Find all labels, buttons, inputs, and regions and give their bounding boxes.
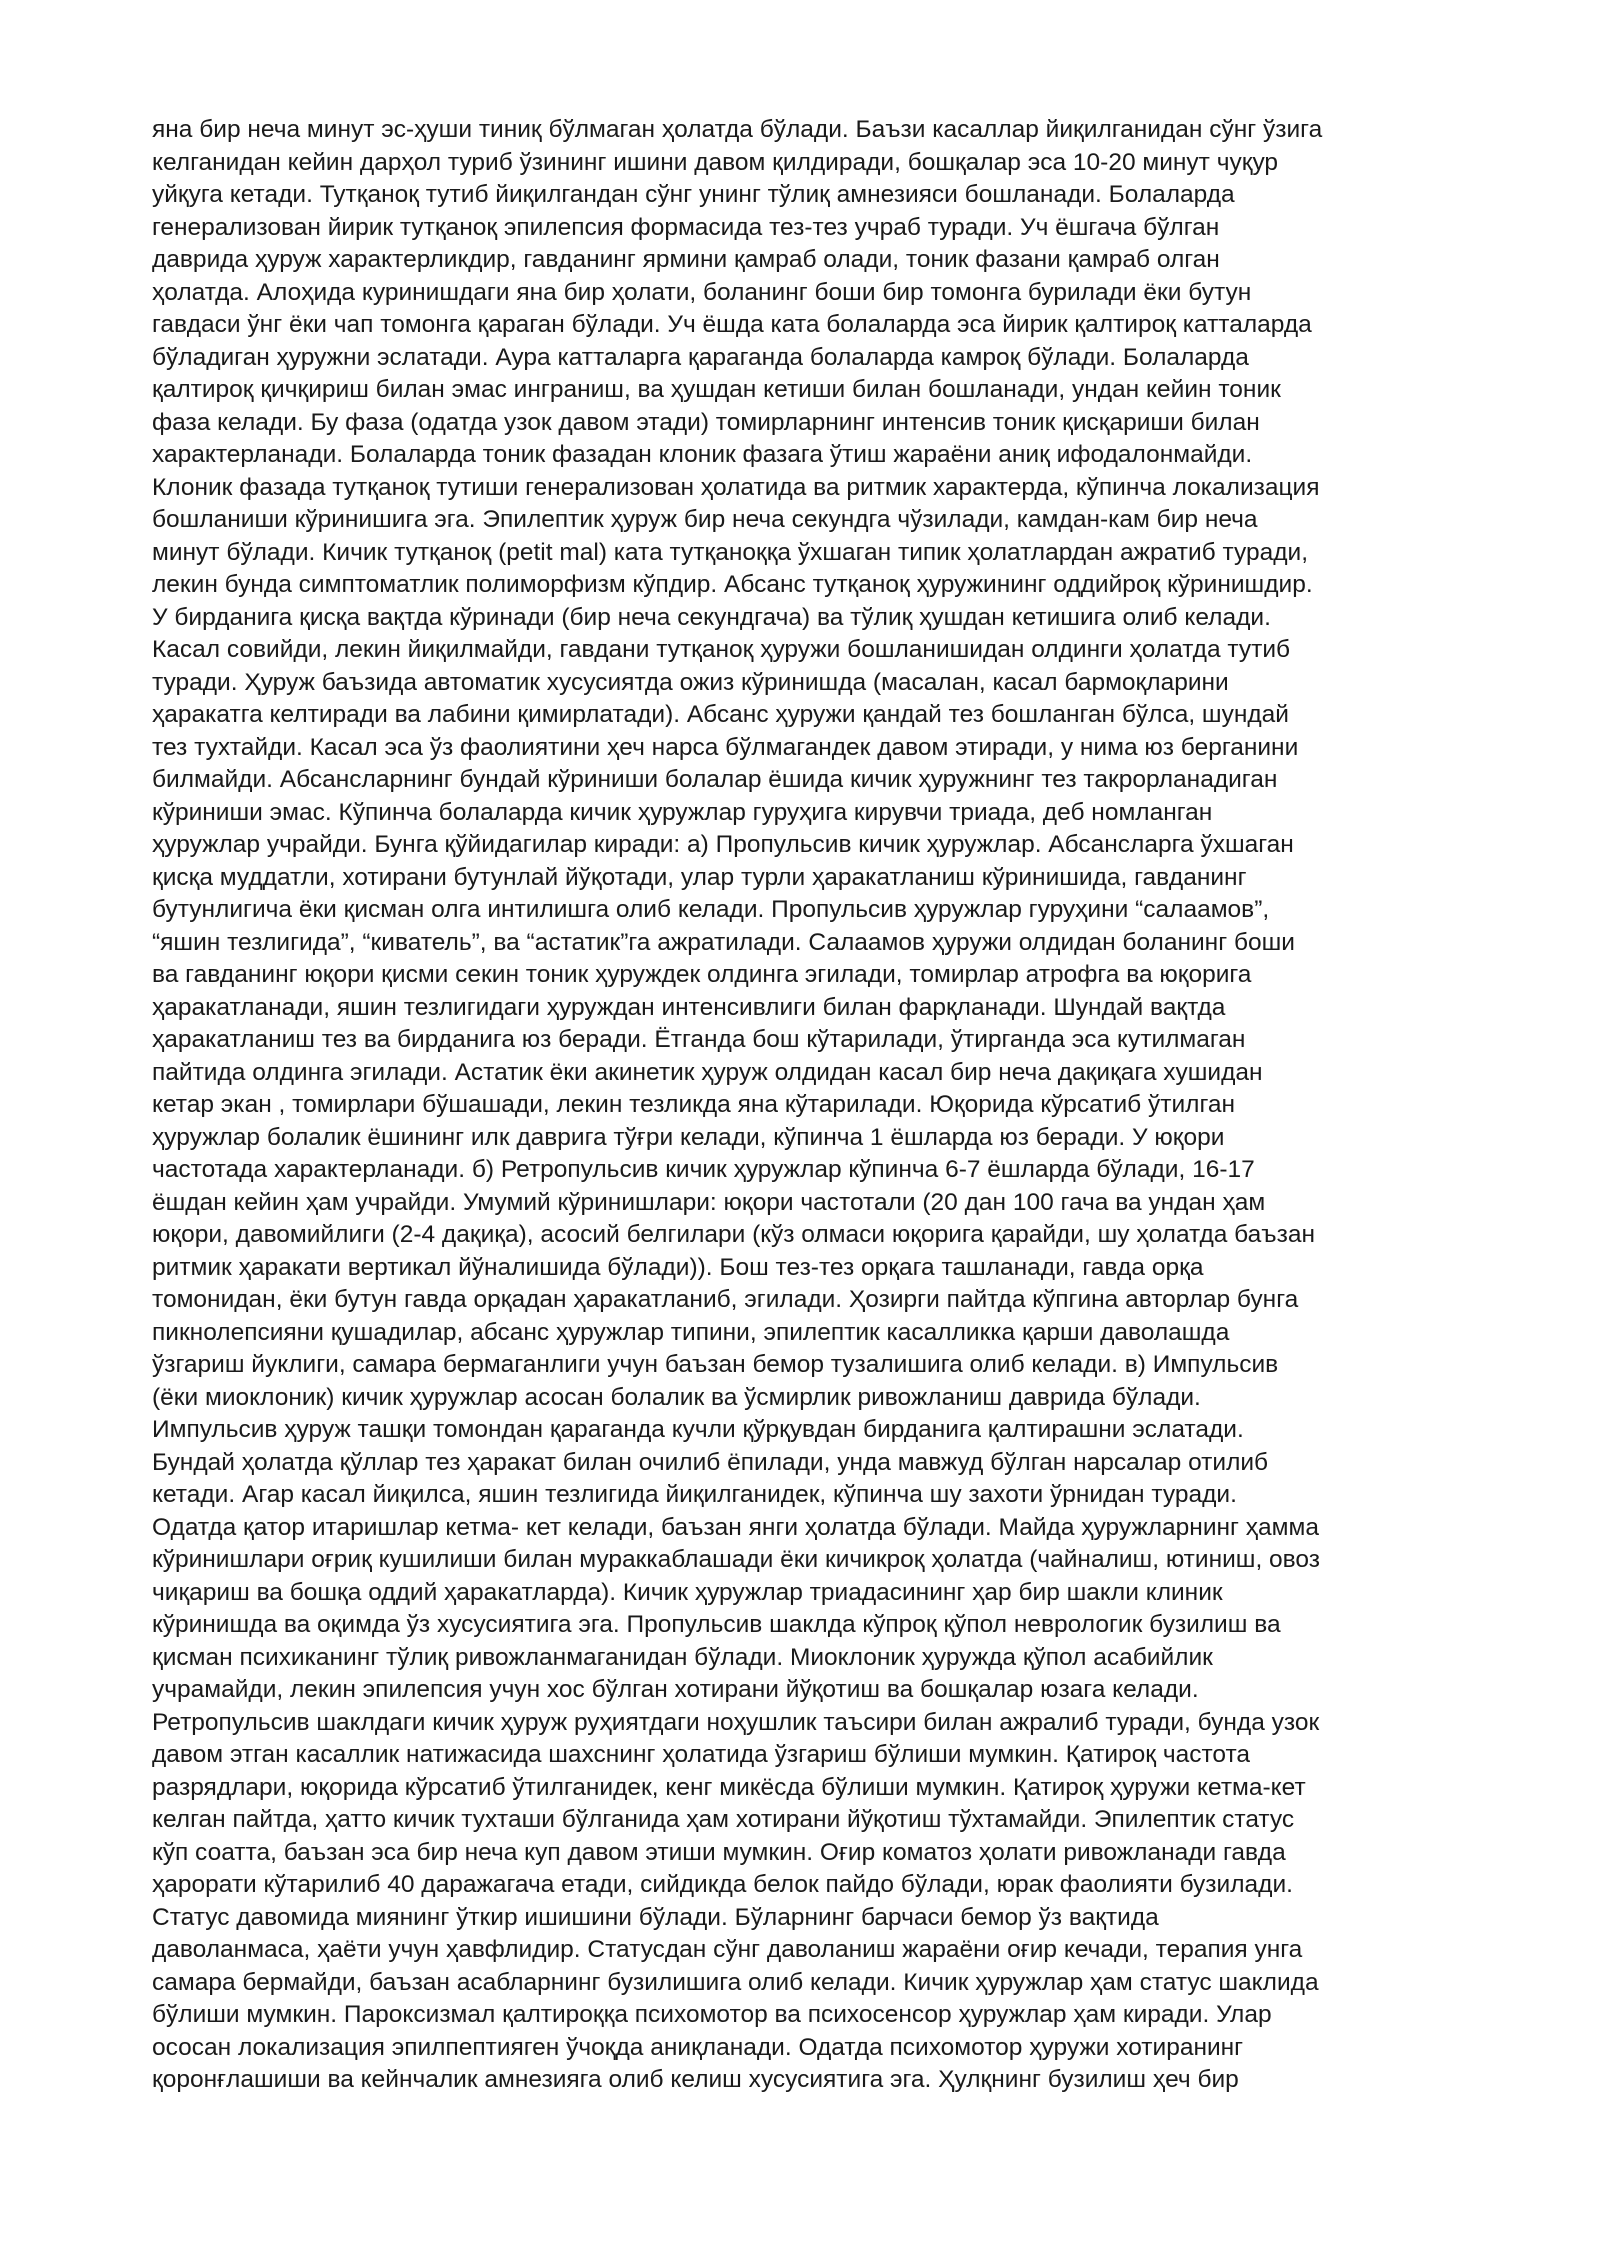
body-text: яна бир неча минут эс-ҳуши тиниқ бўлмаган ҳолатда бўлади. Баъзи касаллар йиқилганидан сўнг ўзига келганидан кейин дарҳол туриб ўзининг ишини давом қилдиради, бошқалар эса 10-20 минут чуқур уйқуга кетади. Тутқаноқ тутиб йиқилгандан сўнг унинг тўлиқ амнезияси бошланади. Болаларда генерализован йирик тутқаноқ эпилепсия формасида тез-тез учраб туради. Уч ёшгача бўлган даврида ҳуруж характерликдир, гавданинг ярмини қамраб олади, тоник фазани қамраб олган ҳолатда. Алоҳида куринишдаги яна бир ҳолати, боланинг боши бир томонга бурилади ёки бутун гавдаси ўнг ёки чап томонга қараган бўлади. Уч ёшда ката болаларда эса йирик қалтироқ катталарда бўладиган ҳуружни эслатади. Аура катталарга қараганда болаларда камроқ бўлади. Болаларда қалтироқ қичқириш билан эмас инграниш, ва ҳушдан кетиши билан бошланади, ундан кейин тоник фаза келади. Бу фаза (одатда узок давом этади) томирларнинг интенсив тоник қисқариши билан характерланади. Болаларда тоник фазадан клоник фазага ўтиш жараёни аниқ ифодалонмайди. Клоник фазада тутқаноқ тутиши генерализован ҳолатида ва ритмик характерда, кўпинча локализация бошланиши кўринишига эга. Эпилептик ҳуруж бир неча секундга чўзилади, камдан-кам бир неча минут бўлади. Кичик тутқаноқ (petit mal) ката тутқаноққа ўхшаган типик ҳолатлардан ажратиб туради, лекин бунда симптоматлик полиморфизм кўпдир. Абсанс тутқаноқ ҳуружининг оддийроқ кўринишдир. У бирданига қисқа вақтда кўринади (бир неча секундгача) ва тўлиқ ҳушдан кетишига олиб келади. Касал совийди, лекин йиқилмайди, гавдани тутқаноқ ҳуружи бошланишидан олдинги ҳолатда тутиб туради. Ҳуруж баъзида автоматик хусусиятда ожиз кўринишда (масалан, касал бармоқларини ҳаракатга келтиради ва лабини қимирлатади). Абсанс ҳуружи қандай тез бошланган бўлса, шундай тез тухтайди. Касал эса ўз фаолиятини ҳеч нарса бўлмагандек давом этиради, у нима юз берганини билмайди. Абсансларнинг бундай кўриниши болалар ёшида кичик ҳуружнинг тез такрорланадиган кўриниши эмас. Кўпинча болаларда кичик ҳуружлар гуруҳига кирувчи триада, деб номланган ҳуружлар учрайди. Бунга қўйидагилар киради: а) Пропульсив кичик ҳуружлар. Абсансларга ўхшаган қисқа муддатли, хотирани бутунлай йўқотади, улар турли ҳаракатланиш кўринишида, гавданинг бутунлигича ёки қисман олга интилишга олиб келади. Пропульсив ҳуружлар гуруҳини “салаамов”, “яшин тезлигида”, “киватель”, ва “астатик”га ажратилади. Салаамов ҳуружи олдидан боланинг боши ва гавданинг юқори қисми секин тоник ҳуруждек олдинга эгилади, томирлар атрофга ва юқорига ҳаракатланади, яшин тезлигидаги ҳуруждан интенсивлиги билан фарқланади. Шундай вақтда ҳаракатланиш тез ва бирданига юз беради. Ётганда бош кўтарилади, ўтирганда эса кутилмаган пайтида олдинга эгилади. Астатик ёки акинетик ҳуруж олдидан касал бир неча дақиқага хушидан кетар экан , томирлари бўшашади, лекин тезликда яна кўтарилади. Юқорида кўрсатиб ўтилган ҳуружлар болалик ёшининг илк даврига тўғри келади, кўпинча 1 ёшларда юз беради. У юқори частотада характерланади. б) Ретропульсив кичик ҳуружлар кўпинча 6-7 ёшларда бўлади, 16-17 ёшдан кейин ҳам учрайди. Умумий кўринишлари: юқори частотали (20 дан 100 гача ва ундан ҳам юқори, давомийлиги (2-4 дақиқа), асосий белгилари (кўз олмаси юқорига қарайди, шу ҳолатда баъзан ритмик ҳаракати вертикал йўналишида бўлади)). Бош тез-тез орқага ташланади, гавда орқа томонидан, ёки бутун гавда орқадан ҳаракатланиб, эгилади. Ҳозирги пайтда кўпгина авторлар бунга пикнолепсияни қушадилар, абсанс ҳуружлар типини, эпилептик касалликка қарши даволашда ўзгариш йуклиги, самара бермаганлиги учун баъзан бемор тузалишига олиб келади. в) Импульсив (ёки миоклоник) кичик ҳуружлар асосан болалик ва ўсмирлик ривожланиш даврида бўлади. Импульсив ҳуруж ташқи томондан қараганда кучли қўрқувдан бирданига қалтирашни эслатади. Бундай ҳолатда қўллар тез ҳаракат билан очилиб ёпилади, унда мавжуд бўлган нарсалар отилиб кетади. Агар касал йиқилса, яшин тезлигида йиқилганидек, кўпинча шу захоти ўрнидан туради. Одатда қатор итаришлар кетма- кет келади, баъзан янги ҳолатда бўлади. Майда ҳуружларнинг ҳамма кўринишлари оғриқ кушилиши билан мураккаблашади ёки кичикроқ ҳолатда (чайналиш, ютиниш, овоз чиқариш ва бошқа оддий ҳаракатларда). Кичик ҳуружлар триадасининг ҳар бир шакли клиник кўринишда ва оқимда ўз хусусиятига эга. Пропульсив шаклда кўпроқ қўпол неврологик бузилиш ва қисман психиканинг тўлиқ ривожланмаганидан бўлади. Миоклоник ҳуружда қўпол асабийлик учрамайди, лекин эпилепсия учун хос бўлган хотирани йўқотиш ва бошқалар юзага келади. Ретропульсив шаклдаги кичик ҳуруж руҳиятдаги ноҳушлик таъсири билан ажралиб туради, бунда узок давом этган касаллик натижасида шахснинг ҳолатида ўзгариш бўлиши мумкин. Қатироқ частота разрядлари, юқорида кўрсатиб ўтилганидек, кенг микёсда бўлиши мумкин. Қатироқ ҳуружи кетма-кет келган пайтда, ҳатто кичик тухташи бўлганида ҳам хотирани йўқотиш тўхтамайди. Эпилептик статус кўп соатта, баъзан эса бир неча куп давом этиши мумкин. Оғир коматоз ҳолати ривожланади гавда ҳарорати кўтарилиб 40 даражагача етади, сийдикда белок пайдо бўлади, юрак фаолияти бузилади. Статус давомида миянинг ўткир ишишини бўлади. Бўларнинг барчаси бемор ўз вақтида даволанмаса, ҳаёти учун ҳавфлидир. Статусдан сўнг даволаниш жараёни оғир кечади, терапия унга самара бермайди, баъзан асабларнинг бузилишига олиб келади. Кичик ҳуружлар ҳам статус шаклида бўлиши мумкин. Пароксизмал қалтироққа психомотор ва психосенсор ҳуружлар ҳам киради. Улар ососан локализация эпилпептияген ўчоқда аниқланади. Одатда психомотор ҳуружи хотиранинг қоронғлашиши ва кейнчалик амнезияга олиб келиш хусусиятига эга. Ҳулқнинг бузилиш ҳеч бир: [152, 116, 1323, 2093]
